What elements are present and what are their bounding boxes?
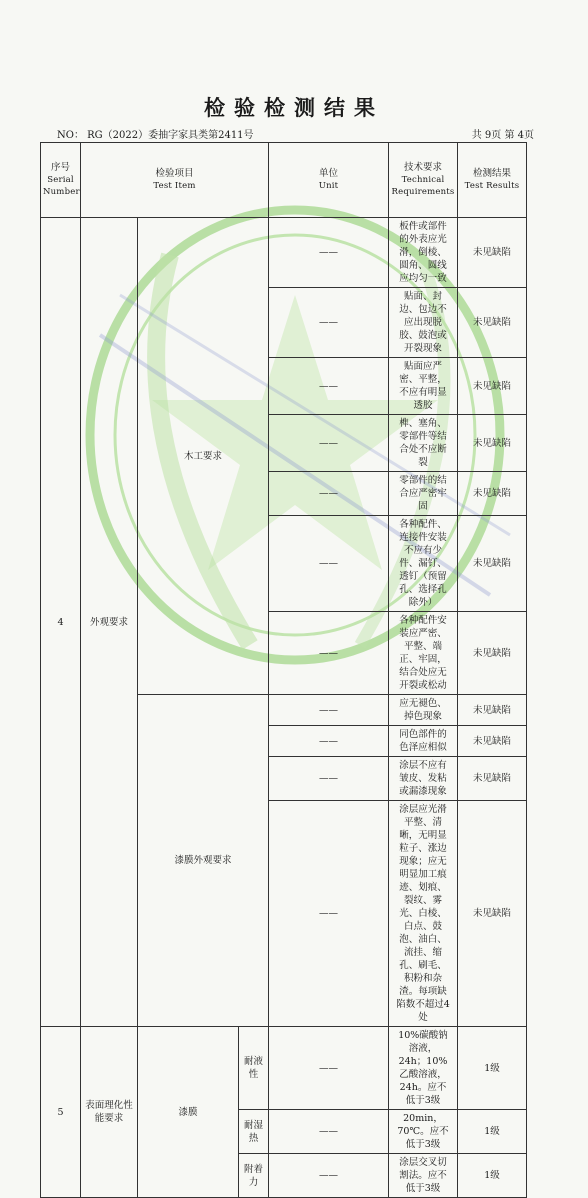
category-cell: 外观要求: [81, 218, 138, 1027]
unit-cell: ——: [269, 358, 389, 415]
result-cell: 1级: [458, 1110, 527, 1154]
requirement-cell: 应无褪色、掉色现象: [389, 695, 458, 726]
result-cell: 未见缺陷: [458, 288, 527, 358]
requirement-cell: 零部件的结合应严密牢固: [389, 472, 458, 516]
unit-cell: ——: [269, 1027, 389, 1110]
result-cell: 未见缺陷: [458, 472, 527, 516]
unit-cell: ——: [269, 695, 389, 726]
header-requirements: [389, 143, 458, 218]
result-cell: 1级: [458, 1027, 527, 1110]
requirement-cell: 同色部件的色泽应相似: [389, 726, 458, 757]
unit-cell: ——: [269, 757, 389, 801]
requirement-cell: 贴面、封边、包边不应出现脱胶、鼓泡或开裂现象: [389, 288, 458, 358]
subcategory-cell: 漆膜外观要求: [138, 695, 269, 1027]
header-serial-en2: Number: [43, 187, 80, 197]
requirement-cell: 20min，70℃。应不低于3级: [389, 1110, 458, 1154]
unit-cell: ——: [269, 726, 389, 757]
header-unit-cn: 单位: [318, 168, 338, 179]
unit-cell: ——: [269, 472, 389, 516]
results-table: [40, 142, 527, 1198]
unit-cell: ——: [269, 288, 389, 358]
header-result-cn: 检测结果: [472, 168, 511, 179]
header-item-en: Test Item: [153, 181, 196, 191]
header-serial: [41, 143, 81, 218]
report-number: NO： RG（2022）委抽字家具类第2411号: [57, 130, 254, 141]
result-cell: 1级: [458, 1154, 527, 1198]
result-cell: 未见缺陷: [458, 726, 527, 757]
result-cell: 未见缺陷: [458, 358, 527, 415]
unit-cell: ——: [269, 415, 389, 472]
header-unit-en: Unit: [318, 181, 339, 191]
page-title: 检验检测结果: [204, 95, 384, 120]
subcategory-cell: 漆膜: [138, 1027, 239, 1198]
header-serial-en1: Serial: [47, 175, 74, 185]
requirement-cell: 涂层应光滑平整、清晰，无明显粒子、涨边现象；应无明显加工痕迹、划痕、裂纹、雾光、白棱、白点、鼓泡、油白、流挂、缩孔、刷毛、积粉和杂渣。每项缺陷数不超过4处: [389, 801, 458, 1027]
result-cell: 未见缺陷: [458, 612, 527, 695]
header-unit: [269, 143, 389, 218]
result-cell: 未见缺陷: [458, 801, 527, 1027]
requirement-cell: 涂层不应有皱皮、发粘或漏漆现象: [389, 757, 458, 801]
result-cell: 未见缺陷: [458, 695, 527, 726]
header-serial-cn: 序号: [50, 162, 70, 173]
unit-cell: ——: [269, 1154, 389, 1198]
item-cell: 附着力: [239, 1154, 269, 1198]
requirement-cell: 板件或部件的外表应光滑，倒棱、圆角、圆线应均匀一致: [389, 218, 458, 288]
unit-cell: ——: [269, 516, 389, 612]
unit-cell: ——: [269, 218, 389, 288]
header-result-en: Test Results: [464, 181, 520, 191]
requirement-cell: 10%碳酸钠溶液，24h；10%乙酸溶液，24h。应不低于3级: [389, 1027, 458, 1110]
requirement-cell: 各种配件安装应严密、平整、端正、牢固，结合处应无开裂或松动: [389, 612, 458, 695]
unit-cell: ——: [269, 801, 389, 1027]
serial-cell: 4: [41, 218, 81, 1027]
requirement-cell: 贴面应严密、平整，不应有明显透胶: [389, 358, 458, 415]
requirement-cell: 涂层交叉切割法。应不低于3级: [389, 1154, 458, 1198]
subcategory-cell: 木工要求: [138, 218, 269, 695]
header-results: [458, 143, 527, 218]
category-cell: 表面理化性能要求: [81, 1027, 138, 1198]
header-item-cn: 检验项目: [155, 168, 194, 179]
requirement-cell: 榫、塞角、零部件等结合处不应断裂: [389, 415, 458, 472]
page-info: 共 9页 第 4页: [471, 130, 534, 141]
header-req-cn: 技术要求: [403, 162, 442, 173]
item-cell: 耐液性: [239, 1027, 269, 1110]
header-test-item: [81, 143, 269, 218]
table-header-row: [41, 143, 527, 218]
result-cell: 未见缺陷: [458, 415, 527, 472]
table-row: [41, 218, 527, 288]
result-cell: 未见缺陷: [458, 516, 527, 612]
unit-cell: ——: [269, 1110, 389, 1154]
requirement-cell: 各种配件、连接件安装不应有少件、漏钉、透钉（预留孔、选择孔除外）: [389, 516, 458, 612]
table-row: [41, 1027, 527, 1110]
item-cell: 耐湿热: [239, 1110, 269, 1154]
result-cell: 未见缺陷: [458, 757, 527, 801]
serial-cell: 5: [41, 1027, 81, 1198]
header-req-en: Technical Requirements: [391, 175, 455, 197]
result-cell: 未见缺陷: [458, 218, 527, 288]
unit-cell: ——: [269, 612, 389, 695]
